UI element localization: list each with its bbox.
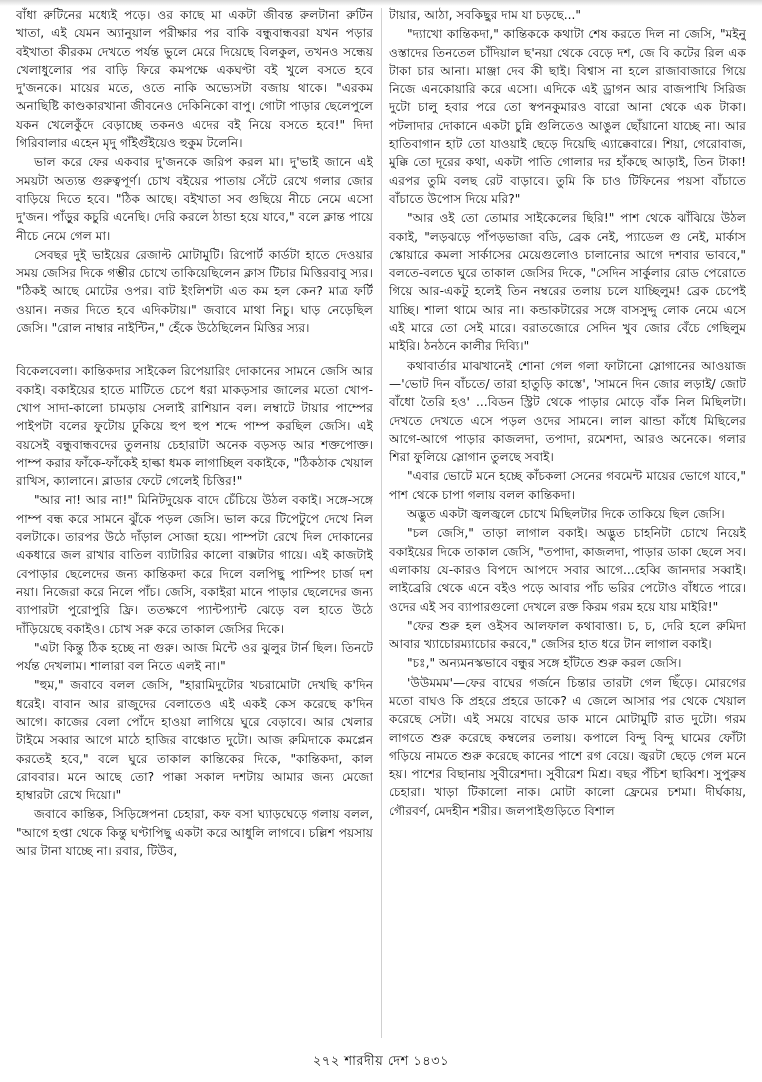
paragraph: "চঃ," অন্যমনস্কভাবে বন্ধুর সঙ্গে হাঁটতে শুরু করল জেসি।	[407, 656, 682, 671]
magazine-name: শারদীয় দেশ	[344, 1054, 409, 1069]
paragraph: অদ্ভুত একটা জ্বলজ্বলে চোখে মিছিলটার দিকে তাকিয়ে ছিল জেসি।	[407, 507, 725, 522]
paragraph: "ফের শুরু হল ওইসব আলফাল কথাবাত্তা। চ, চ, দেরি হলে রুমিদা আবার খ্যাচোরম্যাচোর করবে," জেসির হাত ধরে টান লাগাল বকাই।	[389, 618, 746, 652]
paragraph: টায়ার, আঠা, সবকিছুর দাম যা চড়ছে..."	[389, 8, 581, 22]
paragraph: "আর না! আর না!" মিনিটদুয়েক বাদে চেঁচিয়ে উঠল বকাই। সঙ্গে-সঙ্গে পাম্প বন্ধ করে সামনে ঝুঁকে পড়ল জেসি। ভাল করে টিপেটুপে দেখে নিল বলটাকে। তারপর উঠে দাঁড়াল সোজা হয়ে। পাম্পটা রেখে দিল দোকানের একধারে জল রাখার বাতিল ব্যাটারির কালো বাক্সটার গায়ে। এই কাজটাই বেপাড়ার ছেলেদের জন্য কান্তিকদা করে দিলে বলপিছু পাম্পিং চার্জ দশ নয়া। নিজেরা করে নিলে পাঁচ। জেসি, বকাইরা মানে পাড়ার ছেলেদের জন্য ব্যাপারটা পুরোপুরি ফ্রি। ততক্ষণে প্যান্টপ্যান্ট ঝেড়ে বল হাতে উঠে দাঁড়িয়েছে বকাইও। চোখ সরু করে তাকাল জেসির দিকে।	[16, 493, 373, 636]
paragraph: বিকেলবেলা। কান্তিকদার সাইকেল রিপেয়ারিং দোকানের সামনে জেসি আর বকাই। বকাইয়ের হাতে মাটিতে চেপে ধরা মাকড়সার জালের মতো খোপ-খোপ সাদা-কালো চামড়ায় সেলাই রাশিয়ান বল। লম্বাটে টায়ার পাম্পের পাইপটা বলের ফুটোয় ঢুকিয়ে হুপ হুপ শব্দে পাম্প করছিল জেসি। এই বয়সেই বন্ধুবান্ধবদের তুলনায় চেহারাটা অনেক বড়সড় আর শক্তপোক্ত। পাম্প করার ফাঁকে-ফাঁকেই হাল্কা ধমক লাগাচ্ছিল বকাইকে, "ঠিকঠাক খেয়াল রাখিস, ক্যালানে। ব্লাডার ফেটে গেলেই চিত্তির!"	[16, 364, 373, 489]
paragraph: বাঁধা রুটিনের মধ্যেই পড়ে। ওর কাছে মা একটা জীবন্ত রুলটানা রুটিন খাতা, এই যেমন অ্যানুয়াল পরীক্ষার পর বাকি বন্ধুবান্ধবরা যখন পড়ার বইখাতা কীরকম দেখতে পর্যন্ত ভুলে মেরে দিয়েছে বিলকুল, তখনও সন্ধেয় খেলাধুলোর পর বাড়ি ফিরে কমপক্ষে একঘণ্টা বই খুলে বসতে হবে দু'জনকে। মায়ের মতে, ওতে নাকি অভ্যেসটা বজায় থাকে। "এরকম অনাছিষ্টি কাণ্ডকারখানা জীবনেও দেকিনিকো বাপু। গোটা পাড়ার ছেলেপুলে যকন খেলেকুঁদে বেড়াচ্ছে তকনও এদের বই নিয়ে বসতে হবে!" দিদা গিরিবালার এহেন মৃদু গাঁইগুঁইয়েও হুকুম টলেনি।	[16, 8, 373, 151]
paragraph: সেবছর দুই ভাইয়ের রেজাল্ট মোটামুটি। রিপোর্ট কার্ডটা হাতে দেওয়ার সময় জেসির দিকে গম্ভীর চোখে তাকিয়েছিলেন ক্লাস টিচার মিত্তিরবাবু স্যর। "ঠিকই আছে মোটের ওপর। বাট ইংলিশটা এত কম হল কেন? মাত্র ফর্টি ওয়ান। নজর দিতে হবে এদিকটায়।" জবাবে মাথা নিচু। ঘাড় নেড়েছিল জেসি। "রোল নাম্বার নাইন্টিন," হেঁকে উঠেছিলেন মিত্তির স্যর।	[16, 247, 373, 336]
paragraph: কথাবার্তার মাঝখানেই শোনা গেল গলা ফাটানো স্লোগানের আওয়াজ—'ভোট দিন বাঁচতে/ তারা হাতুড়ি কাস্তে', 'সামনে দিন জোর লড়াই/ জোট বাঁধো তৈরি হও' ...বিডন স্ট্রিট থেকে পাড়ার মোড়ে বাঁক নিল মিছিলটা। দেখতে দেখতে এসে পড়ল ওদের সামনে। লাল ঝান্ডা কাঁধে মিছিলের আগে-আগে পাড়ার কাজলদা, তপাদা, রমেশদা, আরও অনেকে। গলার শিরা ফুলিয়ে স্লোগান তুলছে সবাই।	[389, 358, 746, 465]
column-divider	[381, 8, 382, 1038]
paragraph: "আর ওই তো তোমার সাইকেলের ছিরি!" পাশ থেকে ঝাঁঝিয়ে উঠল বকাই, "লড়ঝড়ে পাঁপড়ভাজা বডি, ব্রেক নেই, প্যাডেল গু নেই, মার্কাস স্কোয়ারে কমলা সার্কাসের মেয়েগুলোও চালানোর আগে দশবার ভাববে," বলতে-বলতে ঘুরে তাকাল জেসির দিকে, "সেদিন সার্কুলার রোড পেরোতে গিয়ে আর-একটু হলেই তিন নম্বরের তলায় চলে যাচ্ছিলুম! ব্রেক চেপেই যাচ্ছি। শালা থামে আর না। কন্ডাকটারের সঙ্গে বাসসুদ্দু লোক নেমে এসে এই মারে তো সেই মারে। বরাতজোরে সেদিন খুব জোর বেঁচে গেছিলুম মাইরি। ঠনঠনে কালীর দিব্যি।"	[389, 211, 746, 354]
section-break	[16, 338, 373, 362]
paragraph: ভাল করে ফের একবার দু'জনকে জরিপ করল মা। দু'ভাই জানে এই সময়টা অত্যন্ত গুরুত্বপূর্ণ। চোখ বইয়ের পাতায় সেঁটে রেখে গলার জোর বাড়িয়ে দিতে হবে। "ঠিক আছে। বইখাতা সব গুছিয়ে নীচে নেমে এসো দু'জন। পাঁড়ুর কচুরি এনেছি। দেরি করলে ঠান্ডা হয়ে যাবে," বলে ক্লান্ত পায়ে নীচে নেমে গেল মা।	[16, 155, 373, 243]
paragraph: "এবার ভোটে মনে হচ্ছে কাঁচকলা সেনের গবমেন্ট মায়ের ভোগে যাবে," পাশ থেকে চাপা গলায় বলল কান্তিকদা।	[389, 469, 746, 502]
page-number: ২৭২	[312, 1054, 340, 1069]
left-column	[16, 6, 373, 1044]
right-column	[389, 6, 746, 1044]
paragraph: "এটা কিন্তু ঠিক হচ্ছে না গুরু। আজ মিন্টে ওর ঝুলুর টার্ন ছিল। তিনটে পর্যন্ত দেখলাম। শালারা বল নিতে এলই না।"	[16, 640, 373, 674]
page-footer	[0, 1050, 762, 1074]
paragraph: "চল জেসি," তাড়া লাগাল বকাই। অদ্ভুত চাহনিটা চোখে নিয়েই বকাইয়ের দিকে তাকাল জেসি, "তপাদা, কাজলদা, পাড়ার ডাকা ছেলে সব। এলাকায় যে-কারও বিপদে আপদে সবার আগে...হেব্বি জানদার সব্বাই। লাইব্রেরি থেকে এনে বইও পড়ে আবার পাঁচ ভরির পেটোও বাঁধতে পারে। ওদের এই সব ব্যাপারগুলো দেখলে রক্ত কিরম গরম হয়ে যায় মাইরি!"	[389, 526, 746, 614]
issue-year: ১৪৩১	[413, 1054, 450, 1069]
paragraph: 'উউমমম'—ফের বাঘের গর্জনে চিন্তার তারটা গেল ছিঁড়ে। মোরগের মতো বাঘও কি প্রহরে প্রহরে ডাকে? এ জেলে আসার পর থেকে খেয়াল করেছে সেটা। এই সময়ে বাঘের ডাক মানে মোটামুটি রাত দুটো। গরম লাগতে শুরু করেছে কম্বলের তলায়। কপালে বিন্দু বিন্দু ঘামের ফোঁটা গড়িয়ে নামতে শুরু করেছে কানের পাশে রগ বেয়ে। জ্বরটা ছেড়ে গেল মনে হয়। পাশের বিছানায় সুবীরেশদা। সুবীরেশ মিশ্র। বছর পঁচিশ ছাব্বিশ। সুপুরুষ চেহারা। খাড়া টিকালো নাক। মোটা কালো ফ্রেমের চশমা। দীর্ঘকায়, গৌরবর্ণ, মেদহীন শরীর। জলপাইগুড়িতে বিশাল	[389, 675, 746, 818]
paragraph: "হুম," জবাবে বলল জেসি, "হারামিদুটোর খচরামোটা দেখছি ক'দিন ধরেই। বাবান আর রাজুদের বেলাতেও এই একই কেস করেছে ক'দিন আগে। কাজের বেলা পোঁদে হাওয়া লাগিয়ে ঘুরে বেড়াবে। আর খেলার টাইমে সব্বার আগে মাঠে হাজির বাঞ্চোত দুটো। আজ রুমিদাকে কমপ্লেন করতেই হবে," বলে ঘুরে তাকাল কান্তিকের দিকে, "কান্তিকদা, কাল রোববার। মনে আছে তো? পাক্কা সকাল দশটায় আমার জন্য মেজো হাম্বারটা রেখে দিয়ো।"	[16, 678, 373, 803]
paragraph: "দ্যাখো কান্তিকদা," কান্তিককে কথাটা শেষ করতে দিল না জেসি, "মইনু ওস্তাদের তিনতেল চাঁদিয়াল ছ'নয়া থেকে বেড়ে দশ, জে বি কটের রিল এক টাকা চার আনা। মাঞ্জা দেব কী ছাই। বিশ্বাস না হলে রাজাবাজারে গিয়ে নিজে এনকোয়ারি করে এসো। এদিকে এই ড্রাগন আর বাজপাখি সিরিজ দুটো চালু হবার পরে তো স্বপনকুমারও বারো আনা থেকে এক টাকা। পটলাদার দোকানে একটা চুন্নি গুলিতেও আঙুল ছোঁয়ানো যাচ্ছে না। আর হাতিবাগান হাট তো যাওয়াই ছেড়ে দিয়েছি এ্যাক্কেবারে। শিয়া, গেরোবাজ, মুক্কি তো দূরের কথা, একটা পাতি গোলার দর হাঁকছে আড়াই, তিন টাকা! এরপর তুমি বলছ রেট বাড়াবে। তুমি কি চাও টিফিনের পয়সা বাঁচাতে বাঁচাতে উপোস দিয়ে মরি?"	[389, 27, 746, 206]
paragraph: জবাবে কান্তিক, সিড়িঙ্গেপনা চেহারা, কফ বসা ঘ্যাড়ঘেড়ে গলায় বলল, "আগে হপ্তা থেকে কিন্তু ঘণ্টাপিছু একটা করে আধুলি লাগবে। চল্লিশ পয়সায় আর টানা যাচ্ছে না। রবার, টিউব,	[16, 807, 373, 859]
